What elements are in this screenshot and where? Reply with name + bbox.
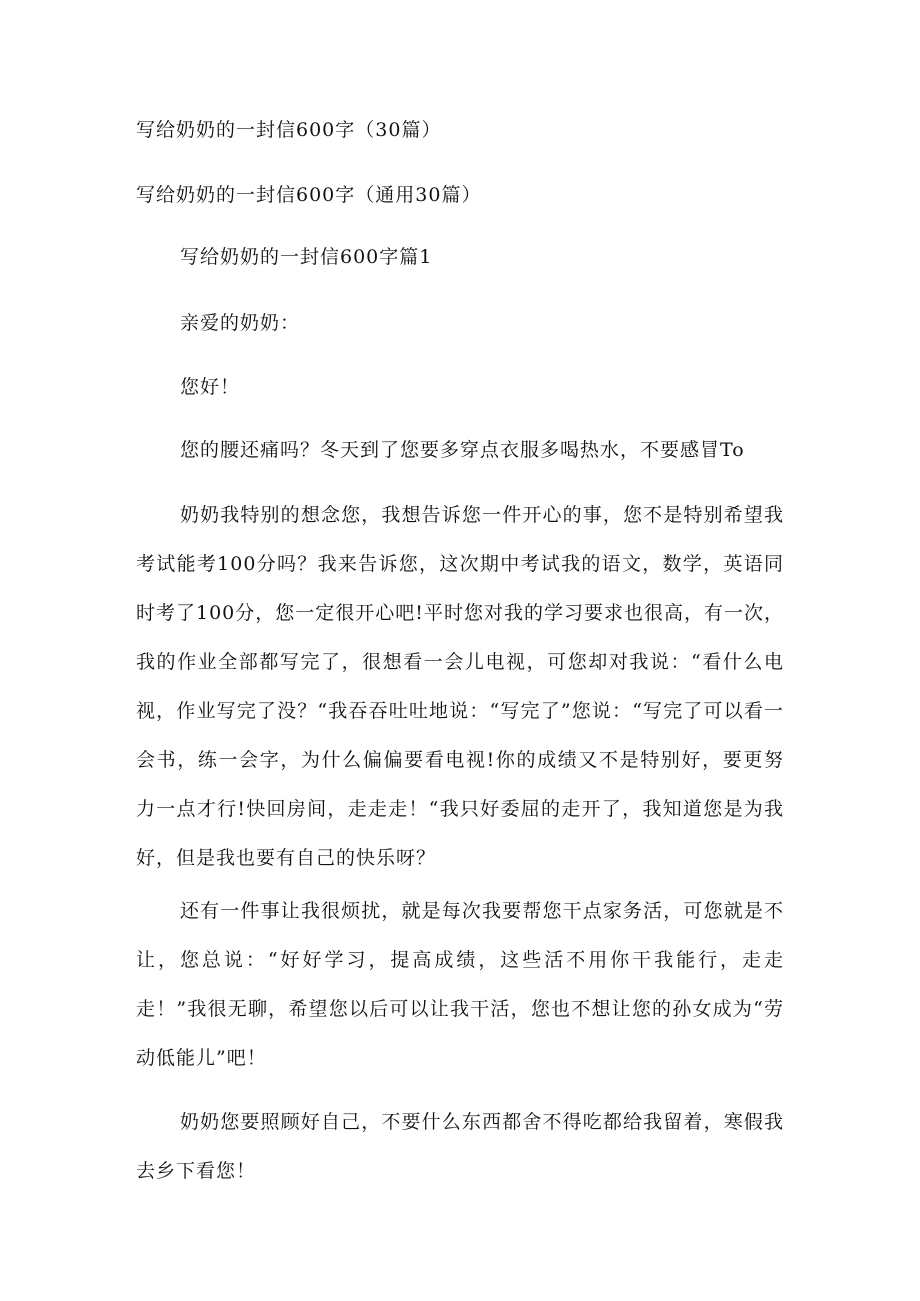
letter-paragraph-3: 还有一件事让我很烦扰，就是每次我要帮您干点家务活，可您就是不让，您总说：“好好学习，提高成绩，这些活不用你干我能行，走走走！”我很无聊，希望您以后可以让我干活，您也不想让您的孙女成为“劳动低能儿”吧！ [136,900,784,1069]
document-subtitle: 写给奶奶的一封信600字（通用30篇） [136,184,482,206]
letter-paragraph-2: 奶奶我特别的想念您，我想告诉您一件开心的事，您不是特别希望我考试能考100分吗？我来告诉您，这次期中考试我的语文，数学，英语同时考了100分，您一定很开心吧!平时您对我的学习要求也很高，有一次，我的作业全部都写完了，很想看一会儿电视，可您却对我说：“看什么电视，作业写完了没？“我吞吞吐吐地说：“写完了”您说：“写完了可以看一会书，练一会字，为什么偏偏要看电视!你的成绩又不是特别好，要更努力一点才行!快回房间，走走走！“我只好委屈的走开了，我知道您是为我好，但是我也要有自己的快乐呀？ [136,504,784,869]
letter-paragraph-4: 奶奶您要照顾好自己，不要什么东西都舍不得吃都给我留着，寒假我去乡下看您！ [136,1111,784,1182]
letter-paragraph-1: 您的腰还痛吗？冬天到了您要多穿点衣服多喝热水，不要感冒To [180,439,745,461]
section-heading: 写给奶奶的一封信600字篇1 [180,246,433,268]
document-title: 写给奶奶的一封信600字（30篇） [136,119,442,141]
letter-salutation: 亲爱的奶奶： [180,312,301,334]
letter-greeting: 您好！ [180,376,241,398]
